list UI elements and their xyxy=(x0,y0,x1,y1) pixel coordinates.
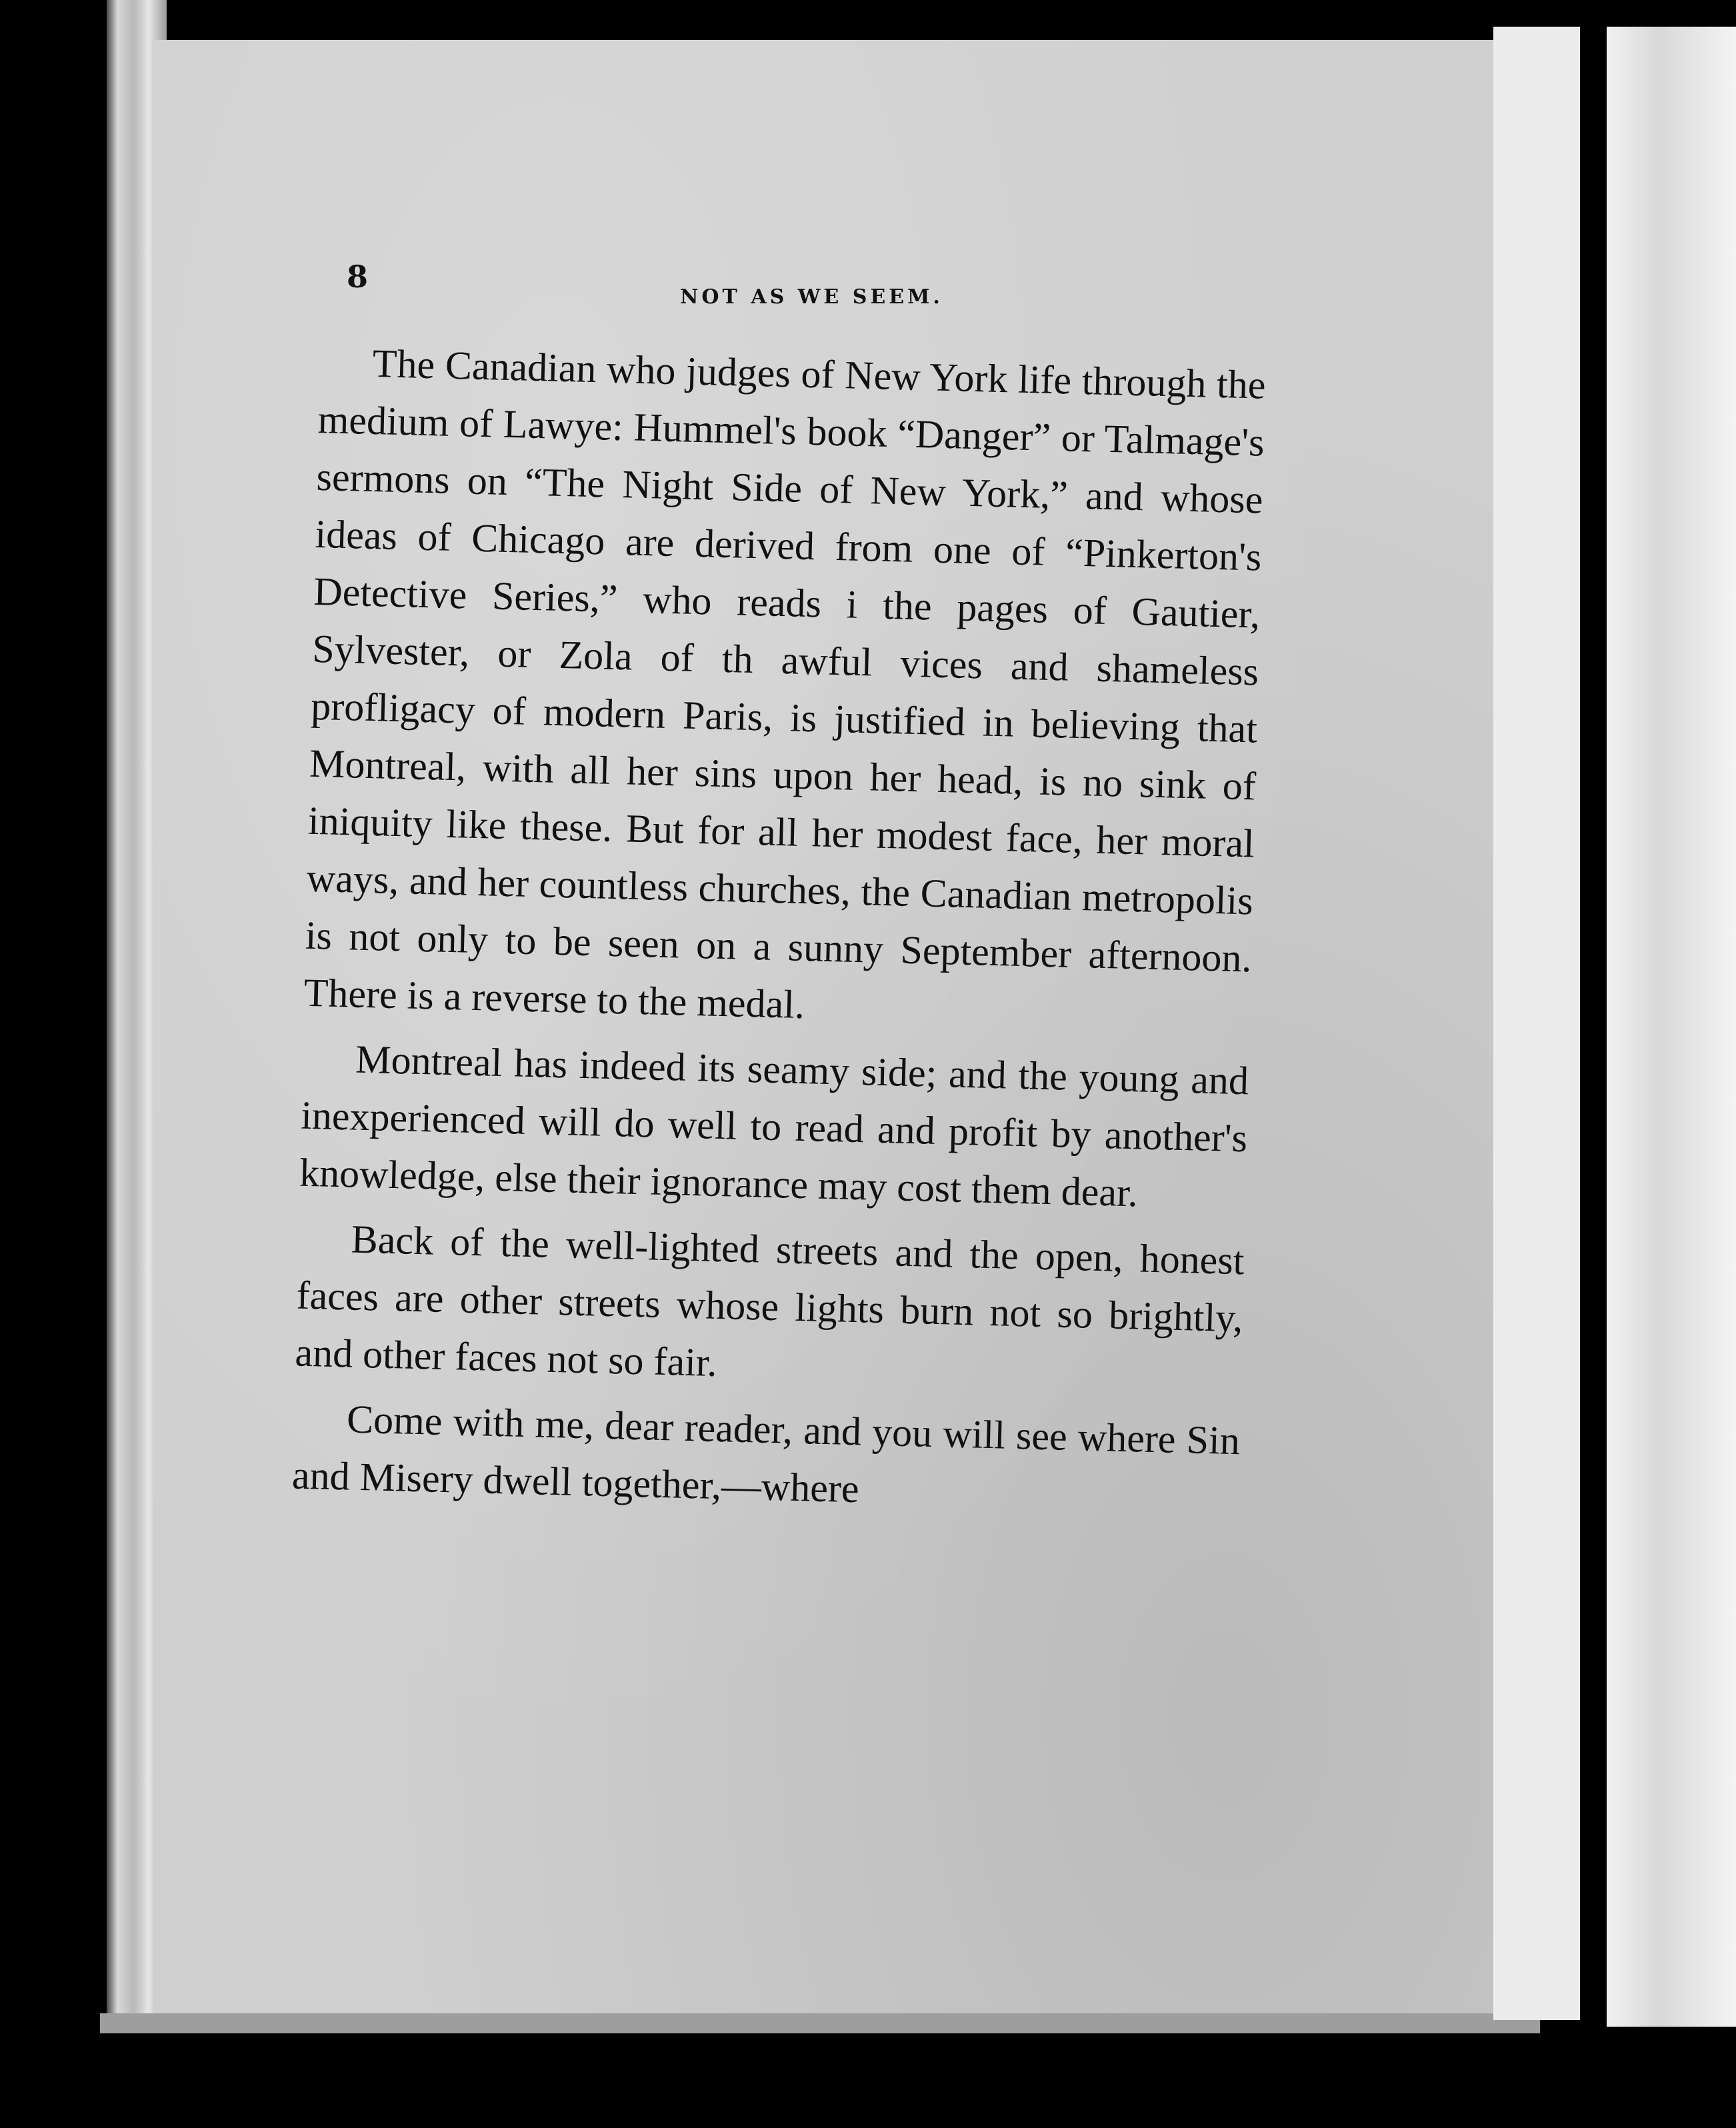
paragraph-3: Back of the well-lighted streets and the open, honest faces are other streets whose lights burn not so brightly, and other faces not so fair. xyxy=(294,1217,1245,1385)
facing-page-edge xyxy=(1607,27,1736,2027)
page-number: 8 xyxy=(347,259,369,295)
running-title: NOT AS WE SEEM. xyxy=(680,285,943,309)
paragraph-2: Montreal has indeed its seamy side; and the young and inexperienced will do well to read and profit by another's knowledge, else their ignorance may cost them dear. xyxy=(299,1037,1249,1215)
body-text xyxy=(291,333,1267,1535)
bottom-scan-margin xyxy=(0,2033,1736,2128)
binding-gutter xyxy=(1580,0,1607,2128)
page-margin-strip xyxy=(1493,27,1580,2020)
paragraph-1: The Canadian who judges of New York life through the medium of Lawye: Hummel's book “Danger” or Talmage's sermons on “The Night Side of New York,” and whose ideas of Chicago are derived from one of “Pinkerton's Detective Series,” who reads i the pages of Gautier, Sylvester, or Zola of th awful vices and shameless profligacy of modern Paris, is justified in believing that Montreal, with all her sins upon her head, is no sink of iniquity like these. But for all her modest face, her moral ways, and her countless churches, the Canadian metropolis is not only to be seen on a sunny September afternoon. There is a reverse to the medal. xyxy=(303,341,1267,1027)
paragraph-4: Come with me, dear reader, and you will see where Sin and Misery dwell together,—where xyxy=(291,1397,1241,1511)
page-bottom-edge xyxy=(100,2013,1540,2033)
running-head xyxy=(347,259,1333,312)
left-scan-margin xyxy=(0,0,113,2128)
